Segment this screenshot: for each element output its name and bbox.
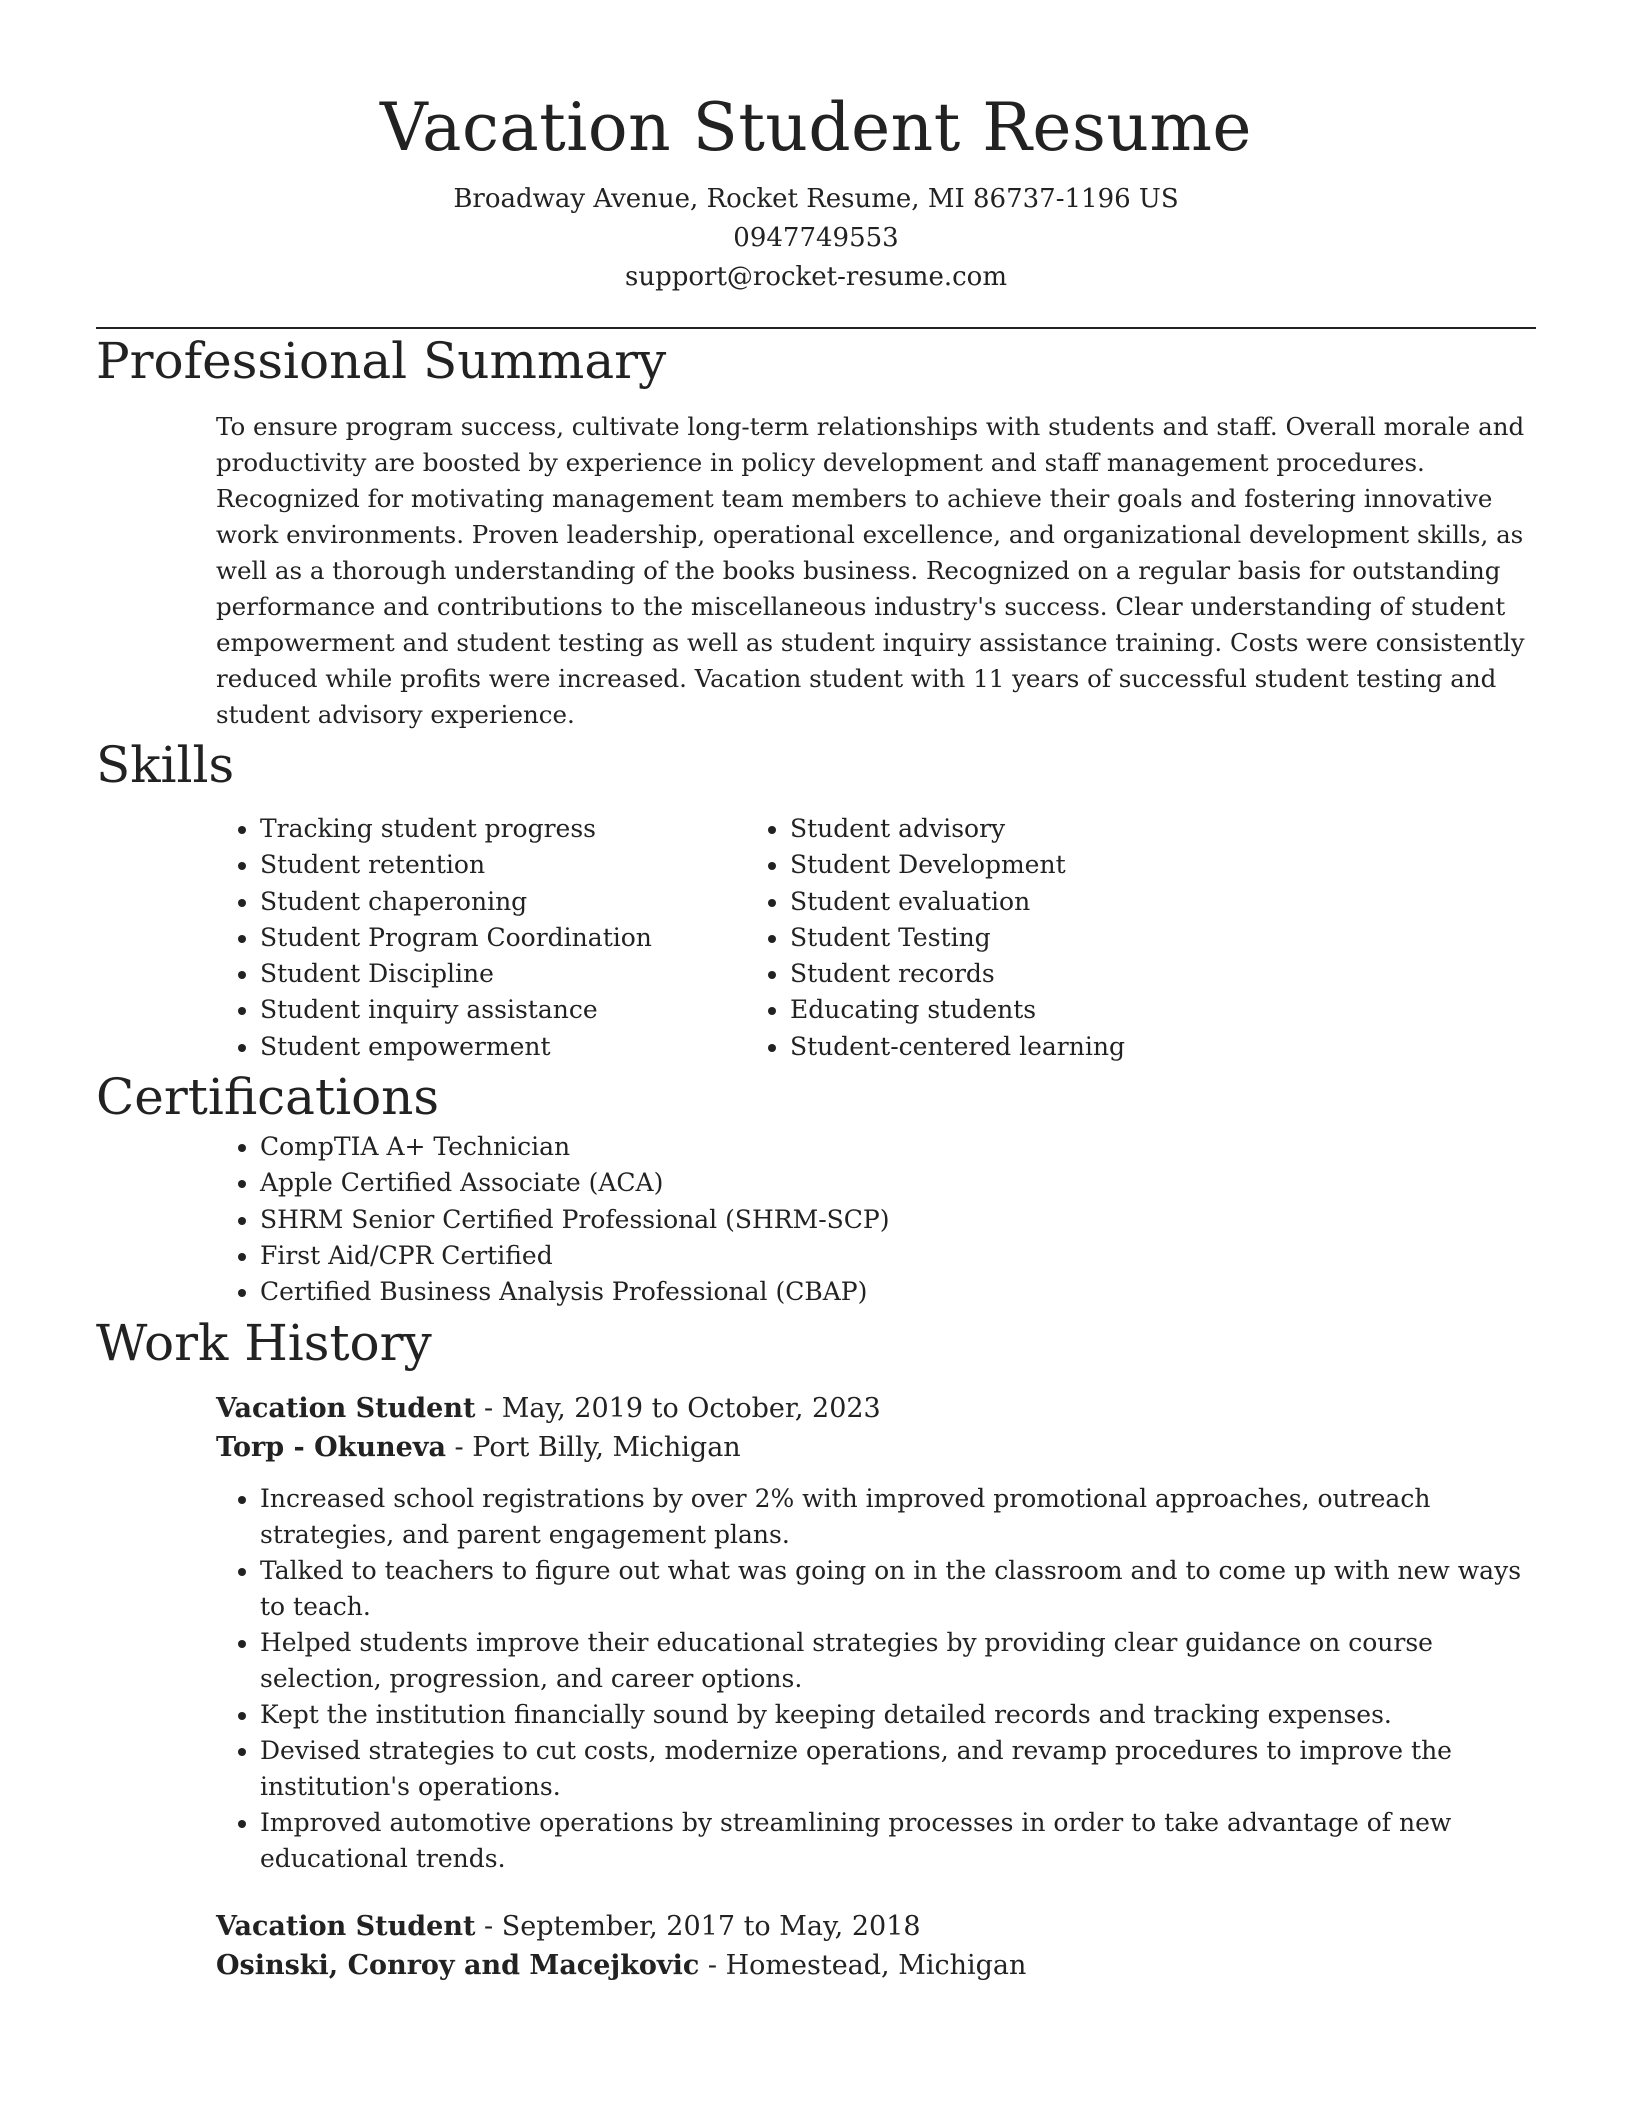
job-location: - Homestead, Michigan	[699, 1949, 1027, 1981]
certification-item: • Apple Certified Associate (ACA)	[260, 1165, 1536, 1201]
skill-item: • Student inquiry assistance	[260, 992, 746, 1028]
job-role: Vacation Student	[216, 1910, 476, 1942]
job-bullet: • Kept the institution financially sound by keeping detailed records and tracking expenses.	[260, 1697, 1536, 1733]
job-dates: - May, 2019 to October, 2023	[475, 1392, 881, 1424]
section-title-certifications: Certifications	[96, 1068, 440, 1127]
job-bullet: • Devised strategies to cut costs, modernize operations, and revamp procedures to improve the institution's operations.	[260, 1733, 1536, 1805]
certification-item: • Certified Business Analysis Professional (CBAP)	[260, 1274, 1536, 1310]
skills-column-1	[96, 811, 746, 1065]
skill-item: • Student chaperoning	[260, 884, 746, 920]
job-company-line	[216, 1946, 1536, 1985]
certification-item: • CompTIA A+ Technician	[260, 1129, 1536, 1165]
section-title-work-history: Work History	[96, 1313, 432, 1372]
job-role-line	[216, 1389, 1536, 1428]
skills-list	[96, 811, 1536, 1065]
job-company-line	[216, 1428, 1536, 1467]
contact-block	[96, 180, 1536, 297]
job-company: Torp - Okuneva	[216, 1431, 446, 1463]
job-entry	[216, 1907, 1536, 1985]
skill-item: • Tracking student progress	[260, 811, 746, 847]
job-bullet: • Improved automotive operations by streamlining processes in order to take advantage of new educational trends.	[260, 1805, 1536, 1877]
certification-item: • First Aid/CPR Certified	[260, 1238, 1536, 1274]
job-bullet: • Increased school registrations by over 2% with improved promotional approaches, outreach strategies, and parent engagement plans.	[260, 1481, 1536, 1553]
job-bullet: • Talked to teachers to figure out what was going on in the classroom and to come up with new ways to teach.	[260, 1553, 1536, 1625]
skill-item: • Student-centered learning	[790, 1029, 1125, 1065]
skill-item: • Student Development	[790, 847, 1125, 883]
summary-text: To ensure program success, cultivate long-term relationships with students and staff. Overall morale and productivity are boosted by experience in policy development and staff management procedures. Recognized for motivating management team members to achieve their goals and fostering innovative work environments. Proven leadership, operational excellence, and organizational development skills, as well as a thorough understanding of the books business. Recognized on a regular basis for outstanding performance and contributions to the miscellaneous industry's success. Clear understanding of student empowerment and student testing as well as student inquiry assistance training. Costs were consistently reduced while profits were increased. Vacation student with 11 years of successful student testing and student advisory experience.	[216, 412, 1525, 729]
job-location: - Port Billy, Michigan	[445, 1431, 741, 1463]
job-dates: - September, 2017 to May, 2018	[475, 1910, 921, 1942]
contact-phone: 0947749553	[733, 223, 899, 253]
job-role: Vacation Student	[216, 1392, 476, 1424]
skills-column-2	[746, 811, 1125, 1065]
certification-item: • SHRM Senior Certified Professional (SHRM-SCP)	[260, 1202, 1536, 1238]
section-title-summary: Professional Summary	[96, 332, 667, 390]
contact-address: Broadway Avenue, Rocket Resume, MI 86737-1196 US	[453, 184, 1179, 214]
job-bullets	[216, 1481, 1536, 1877]
skill-item: • Student records	[790, 956, 1125, 992]
skill-item: • Student retention	[260, 847, 746, 883]
resume-page	[96, 0, 1536, 1985]
job-role-line	[216, 1907, 1536, 1946]
skill-item: • Student evaluation	[790, 884, 1125, 920]
skill-item: • Student Program Coordination	[260, 920, 746, 956]
skill-item: • Student Testing	[790, 920, 1125, 956]
resume-title: Vacation Student Resume	[380, 89, 1252, 166]
skill-item: • Educating students	[790, 992, 1125, 1028]
contact-email: support@rocket-resume.com	[624, 262, 1007, 292]
job-entry	[216, 1389, 1536, 1877]
skill-item: • Student empowerment	[260, 1029, 746, 1065]
job-bullet: • Helped students improve their educational strategies by providing clear guidance on course selection, progression, and career options.	[260, 1625, 1536, 1697]
resume-header	[96, 0, 1536, 297]
job-company: Osinski, Conroy and Macejkovic	[216, 1949, 700, 1981]
skill-item: • Student advisory	[790, 811, 1125, 847]
certifications-list	[96, 1129, 1536, 1310]
skill-item: • Student Discipline	[260, 956, 746, 992]
section-title-skills: Skills	[96, 736, 235, 794]
